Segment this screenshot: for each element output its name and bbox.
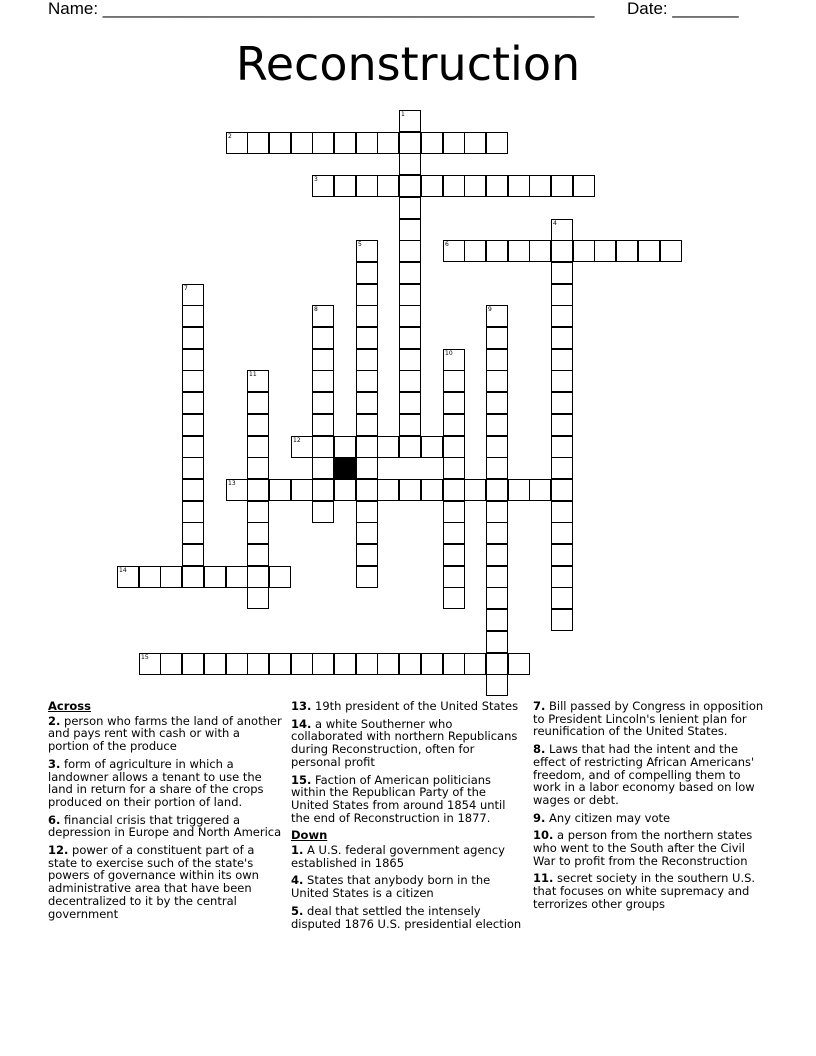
grid-cell[interactable]	[377, 132, 399, 154]
grid-cell[interactable]	[291, 479, 313, 501]
grid-cell[interactable]	[247, 370, 269, 392]
grid-cell[interactable]	[356, 240, 378, 262]
cell-number: 9	[488, 306, 492, 313]
clue-column-3	[533, 700, 768, 916]
grid-cell[interactable]	[464, 132, 486, 154]
grid-cell[interactable]	[443, 370, 465, 392]
grid-cell[interactable]	[377, 653, 399, 675]
grid-cell[interactable]	[421, 132, 443, 154]
grid-cell[interactable]	[312, 479, 334, 501]
grid-cell[interactable]	[334, 132, 356, 154]
grid-cell[interactable]	[356, 457, 378, 479]
grid-cell[interactable]	[486, 370, 508, 392]
grid-cell[interactable]	[551, 436, 573, 458]
grid-cell[interactable]	[204, 566, 226, 588]
date-line: Date: _______	[627, 0, 739, 18]
clue-down-9: 9. Any citizen may vote	[533, 810, 671, 825]
grid-cell[interactable]	[529, 175, 551, 197]
grid-cell[interactable]	[356, 284, 378, 306]
grid-cell[interactable]	[616, 240, 638, 262]
grid-cell[interactable]	[508, 175, 530, 197]
grid-cell[interactable]	[226, 132, 248, 154]
grid-cell[interactable]	[269, 566, 291, 588]
grid-cell[interactable]	[247, 457, 269, 479]
grid-cell[interactable]	[551, 284, 573, 306]
grid-cell[interactable]	[551, 414, 573, 436]
grid-cell[interactable]	[551, 501, 573, 523]
cell-number: 1	[401, 111, 405, 118]
grid-cell[interactable]	[247, 479, 269, 501]
grid-cell[interactable]	[356, 392, 378, 414]
grid-cell[interactable]	[182, 349, 204, 371]
grid-cell[interactable]	[399, 175, 421, 197]
grid-cell[interactable]	[443, 414, 465, 436]
grid-cell[interactable]	[464, 653, 486, 675]
grid-cell[interactable]	[486, 653, 508, 675]
grid-cell[interactable]	[247, 501, 269, 523]
grid-cell[interactable]	[573, 175, 595, 197]
cell-number: 8	[314, 306, 318, 313]
grid-cell[interactable]	[399, 262, 421, 284]
grid-cell[interactable]	[508, 479, 530, 501]
clue-across-6: 6. financial crisis that triggered a depression in Europe and North America	[48, 812, 282, 840]
grid-cell[interactable]	[226, 566, 248, 588]
grid-cell[interactable]	[247, 587, 269, 609]
grid-cell[interactable]	[117, 566, 139, 588]
grid-cell[interactable]	[660, 240, 682, 262]
grid-cell[interactable]	[356, 566, 378, 588]
grid-cell[interactable]	[443, 175, 465, 197]
grid-cell[interactable]	[312, 370, 334, 392]
black-cell	[334, 457, 356, 479]
grid-cell[interactable]	[312, 653, 334, 675]
grid-cell[interactable]	[312, 414, 334, 436]
grid-cell[interactable]	[421, 479, 443, 501]
grid-cell[interactable]	[443, 349, 465, 371]
grid-cell[interactable]	[421, 436, 443, 458]
grid-cell[interactable]	[247, 522, 269, 544]
grid-cell[interactable]	[334, 653, 356, 675]
grid-cell[interactable]	[356, 436, 378, 458]
grid-cell[interactable]	[312, 349, 334, 371]
clue-down-1: 1. A U.S. federal government agency established in 1865	[291, 843, 505, 870]
grid-cell[interactable]	[551, 587, 573, 609]
grid-cell[interactable]	[421, 175, 443, 197]
grid-cell[interactable]	[204, 653, 226, 675]
grid-cell[interactable]	[182, 327, 204, 349]
grid-cell[interactable]	[529, 240, 551, 262]
grid-cell[interactable]	[399, 349, 421, 371]
grid-cell[interactable]	[247, 414, 269, 436]
grid-cell[interactable]	[247, 392, 269, 414]
grid-cell[interactable]	[551, 305, 573, 327]
grid-cell[interactable]	[356, 175, 378, 197]
grid-cell[interactable]	[160, 653, 182, 675]
grid-cell[interactable]	[551, 349, 573, 371]
grid-cell[interactable]	[486, 327, 508, 349]
grid-cell[interactable]	[377, 175, 399, 197]
grid-cell[interactable]	[356, 132, 378, 154]
clue-down-11: 11. secret society in the southern U.S. that focuses on white supremacy and terrorizes other groups	[533, 871, 756, 911]
cell-number: 3	[314, 176, 318, 183]
name-line: Name: ____________________________________________________	[48, 0, 595, 18]
grid-cell[interactable]	[486, 479, 508, 501]
clue-down-4: 4. States that anybody born in the United States is a citizen	[291, 873, 491, 901]
grid-cell[interactable]	[551, 327, 573, 349]
grid-cell[interactable]	[356, 305, 378, 327]
page-title: Reconstruction	[235, 37, 581, 91]
grid-cell[interactable]	[638, 240, 660, 262]
grid-cell[interactable]	[443, 544, 465, 566]
grid-cell[interactable]	[269, 653, 291, 675]
clue-down-7: 7. Bill passed by Congress in opposition to President Lincoln's lenient plan for reunification of the United States.	[533, 699, 764, 739]
grid-cell[interactable]	[464, 175, 486, 197]
grid-cell[interactable]	[182, 544, 204, 566]
grid-cell[interactable]	[486, 457, 508, 479]
grid-cell[interactable]	[399, 219, 421, 241]
grid-cell[interactable]	[486, 566, 508, 588]
grid-cell[interactable]	[312, 501, 334, 523]
grid-cell[interactable]	[399, 240, 421, 262]
grid-cell[interactable]	[291, 436, 313, 458]
grid-cell[interactable]	[486, 674, 508, 696]
clue-across-2: 2. person who farms the land of another and pays rent with cash or with a portion of the produce	[48, 713, 282, 754]
grid-cell[interactable]	[269, 479, 291, 501]
grid-cell[interactable]	[421, 653, 443, 675]
grid-cell[interactable]	[399, 284, 421, 306]
grid-cell[interactable]	[486, 175, 508, 197]
grid-cell[interactable]	[486, 501, 508, 523]
grid-cell[interactable]	[486, 609, 508, 631]
grid-cell[interactable]	[443, 132, 465, 154]
grid-cell[interactable]	[399, 653, 421, 675]
grid-cell[interactable]	[356, 544, 378, 566]
cell-number: 11	[249, 371, 257, 378]
cell-number: 5	[358, 241, 362, 248]
grid-cell[interactable]	[486, 631, 508, 653]
clue-across-14: 14. a white Southerner who collaborated with northern Republicans during Reconstruction, often for personal profit	[291, 716, 518, 769]
grid-cell[interactable]	[247, 436, 269, 458]
grid-cell[interactable]	[508, 653, 530, 675]
grid-cell[interactable]	[551, 370, 573, 392]
grid-cell[interactable]	[443, 457, 465, 479]
grid-cell[interactable]	[356, 370, 378, 392]
cell-number: 10	[445, 350, 453, 357]
cell-number: 2	[228, 133, 232, 140]
clue-across-13: 13. 19th president of the United States	[291, 699, 519, 713]
cell-number: 13	[228, 480, 236, 487]
grid-cell[interactable]	[312, 175, 334, 197]
grid-cell[interactable]	[399, 110, 421, 132]
down-heading: Down	[291, 828, 328, 843]
grid-cell[interactable]	[551, 240, 573, 262]
grid-cell[interactable]	[356, 653, 378, 675]
across-heading: Across	[48, 699, 91, 713]
grid-cell[interactable]	[551, 522, 573, 544]
grid-cell[interactable]	[182, 501, 204, 523]
grid-cell[interactable]	[551, 566, 573, 588]
grid-cell[interactable]	[334, 479, 356, 501]
cell-number: 7	[184, 285, 188, 292]
grid-cell[interactable]	[529, 479, 551, 501]
grid-cell[interactable]	[182, 457, 204, 479]
grid-cell[interactable]	[486, 587, 508, 609]
grid-cell[interactable]	[334, 436, 356, 458]
grid-cell[interactable]	[443, 392, 465, 414]
grid-cell[interactable]	[551, 392, 573, 414]
grid-cell[interactable]	[182, 414, 204, 436]
grid-cell[interactable]	[312, 436, 334, 458]
grid-cell[interactable]	[356, 349, 378, 371]
grid-cell[interactable]	[399, 436, 421, 458]
grid-cell[interactable]	[486, 544, 508, 566]
grid-cell[interactable]	[551, 609, 573, 631]
grid-cell[interactable]	[334, 175, 356, 197]
grid-cell[interactable]	[399, 327, 421, 349]
clue-column-1	[48, 700, 283, 925]
grid-cell[interactable]	[573, 240, 595, 262]
grid-cell[interactable]	[508, 240, 530, 262]
grid-cell[interactable]	[486, 240, 508, 262]
grid-cell[interactable]	[312, 132, 334, 154]
grid-cell[interactable]	[399, 370, 421, 392]
grid-cell[interactable]	[399, 153, 421, 175]
cell-number: 4	[553, 220, 557, 227]
grid-cell[interactable]	[182, 284, 204, 306]
grid-cell[interactable]	[399, 305, 421, 327]
grid-cell[interactable]	[464, 240, 486, 262]
grid-cell[interactable]	[551, 479, 573, 501]
grid-cell[interactable]	[182, 653, 204, 675]
clue-down-10: 10. a person from the northern states who went to the South after the Civil War to profit from the Reconstruction	[533, 828, 753, 868]
grid-cell[interactable]	[551, 457, 573, 479]
grid-cell[interactable]	[443, 522, 465, 544]
grid-cell[interactable]	[377, 436, 399, 458]
grid-cell[interactable]	[486, 392, 508, 414]
grid-cell[interactable]	[377, 479, 399, 501]
grid-cell[interactable]	[551, 219, 573, 241]
clue-across-12: 12. power of a constituent part of a state to exercise such of the state's powers of governance within its own administrative area that have been decentralized to it by the central government	[48, 843, 259, 921]
grid-cell[interactable]	[247, 566, 269, 588]
cell-number: 6	[445, 241, 449, 248]
grid-cell[interactable]	[182, 370, 204, 392]
grid-cell[interactable]	[312, 457, 334, 479]
cell-number: 14	[119, 567, 127, 574]
grid-cell[interactable]	[486, 436, 508, 458]
grid-cell[interactable]	[594, 240, 616, 262]
grid-cell[interactable]	[486, 349, 508, 371]
clue-down-8: 8. Laws that had the intent and the effect of restricting African Americans' freedom, and of compelling them to work in a labor economy based on low wages or debt.	[533, 742, 755, 807]
grid-cell[interactable]	[182, 436, 204, 458]
grid-cell[interactable]	[269, 132, 291, 154]
grid-cell[interactable]	[226, 479, 248, 501]
grid-cell[interactable]	[312, 305, 334, 327]
grid-cell[interactable]	[356, 262, 378, 284]
grid-cell[interactable]	[551, 262, 573, 284]
grid-cell[interactable]	[443, 566, 465, 588]
grid-cell[interactable]	[139, 566, 161, 588]
clue-across-3: 3. form of agriculture in which a landowner allows a tenant to use the land in return for a share of the crops produced on their portion of land.	[48, 756, 264, 809]
grid-cell[interactable]	[443, 587, 465, 609]
grid-cell[interactable]	[551, 175, 573, 197]
grid-cell[interactable]	[312, 392, 334, 414]
clue-across-15: 15. Faction of American politicians within the Republican Party of the United States from around 1854 until the end of Reconstruction in 1877.	[291, 772, 506, 825]
grid-cell[interactable]	[486, 414, 508, 436]
grid-cell[interactable]	[356, 522, 378, 544]
grid-cell[interactable]	[291, 653, 313, 675]
grid-cell[interactable]	[312, 327, 334, 349]
clue-down-5: 5. deal that settled the intensely disputed 1876 U.S. presidential election	[291, 903, 522, 931]
grid-cell[interactable]	[247, 544, 269, 566]
grid-cell[interactable]	[486, 522, 508, 544]
grid-cell[interactable]	[486, 132, 508, 154]
grid-cell[interactable]	[551, 544, 573, 566]
grid-cell[interactable]	[182, 522, 204, 544]
grid-cell[interactable]	[356, 327, 378, 349]
grid-cell[interactable]	[356, 414, 378, 436]
grid-cell[interactable]	[247, 653, 269, 675]
grid-cell[interactable]	[182, 305, 204, 327]
grid-cell[interactable]	[399, 132, 421, 154]
grid-cell[interactable]	[399, 414, 421, 436]
grid-cell[interactable]	[160, 566, 182, 588]
clue-column-2	[291, 700, 526, 935]
grid-cell[interactable]	[399, 392, 421, 414]
grid-cell[interactable]	[443, 479, 465, 501]
grid-cell[interactable]	[291, 132, 313, 154]
grid-cell[interactable]	[247, 132, 269, 154]
grid-cell[interactable]	[443, 436, 465, 458]
grid-cell[interactable]	[443, 240, 465, 262]
grid-cell[interactable]	[486, 305, 508, 327]
grid-cell[interactable]	[182, 392, 204, 414]
grid-cell[interactable]	[443, 653, 465, 675]
grid-cell[interactable]	[182, 566, 204, 588]
grid-cell[interactable]	[399, 197, 421, 219]
grid-cell[interactable]	[399, 479, 421, 501]
grid-cell[interactable]	[139, 653, 161, 675]
cell-number: 15	[141, 654, 149, 661]
grid-cell[interactable]	[356, 479, 378, 501]
grid-cell[interactable]	[356, 501, 378, 523]
cell-number: 12	[293, 437, 301, 444]
grid-cell[interactable]	[226, 653, 248, 675]
grid-cell[interactable]	[464, 479, 486, 501]
grid-cell[interactable]	[182, 479, 204, 501]
grid-cell[interactable]	[443, 501, 465, 523]
